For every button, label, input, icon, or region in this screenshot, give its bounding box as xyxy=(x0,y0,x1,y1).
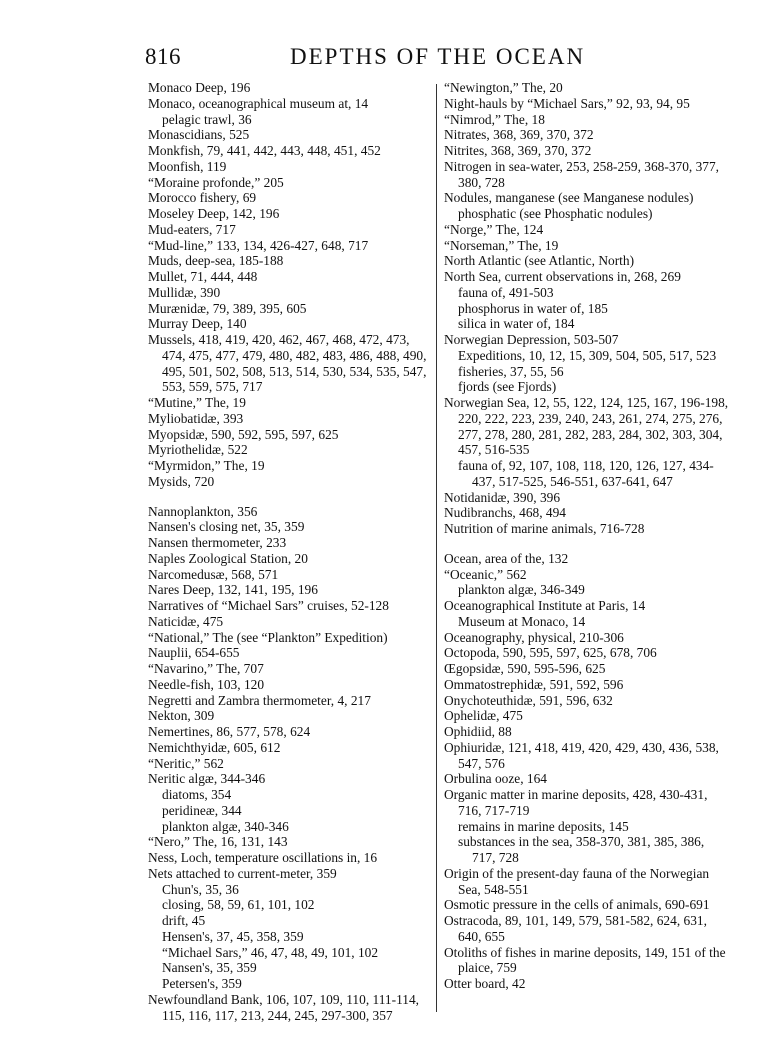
index-entry: Narcomedusæ, 568, 571 xyxy=(148,566,279,582)
index-entry: Nannoplankton, 356 xyxy=(148,503,258,519)
index-subentry: fauna of, 92, 107, 108, 118, 120, 126, 127, 434-437, 517-525, 546-551, 637-641, 647 xyxy=(458,458,714,489)
index-subentry: Chun's, 35, 36 xyxy=(162,881,239,897)
index-subentry: pelagic trawl, 36 xyxy=(162,111,252,127)
index-subentry: plankton algæ, 346-349 xyxy=(458,582,585,598)
index-entry: Mullet, 71, 444, 448 xyxy=(148,269,258,284)
index-entry: “National,” The (see “Plankton” Expedition) xyxy=(148,629,388,645)
index-subentry: Petersen's, 359 xyxy=(162,976,242,991)
index-entry: Neritic algæ, 344-346 xyxy=(148,771,266,787)
index-entry: Newfoundland Bank, 106, 107, 109, 110, 111-114, 115, 116, 117, 213, 244, 245, 297-300, 357 xyxy=(148,991,420,1023)
index-entry: “Navarino,” The, 707 xyxy=(148,661,264,676)
index-entry: Ophelidæ, 475 xyxy=(444,708,523,724)
column-divider xyxy=(436,84,437,1012)
index-subentry: substances in the sea, 358-370, 381, 385, 386, 717, 728 xyxy=(458,834,705,865)
index-entry: Onychoteuthidæ, 591, 596, 632 xyxy=(444,692,613,708)
index-entry: “Mud-line,” 133, 134, 426-427, 648, 717 xyxy=(148,237,369,253)
index-entry: “Norge,” The, 124 xyxy=(444,221,544,237)
index-entry: Nekton, 309 xyxy=(148,708,215,724)
index-entry: Myliobatidæ, 393 xyxy=(148,410,244,426)
index-entry: Oceanographical Institute at Paris, 14 xyxy=(444,598,646,613)
index-entry: Night-hauls by “Michael Sars,” 92, 93, 94, 95 xyxy=(444,95,690,111)
index-entry: “Nero,” The, 16, 131, 143 xyxy=(148,834,288,850)
index-subentry: silica in water of, 184 xyxy=(458,316,575,332)
index-entry: Nemichthyidæ, 605, 612 xyxy=(148,739,281,755)
index-entry: “Moraine profonde,” 205 xyxy=(148,174,284,190)
index-entry: Osmotic pressure in the cells of animals, 690-691 xyxy=(444,897,710,913)
index-entry: “Norseman,” The, 19 xyxy=(444,237,559,253)
running-title: DEPTHS OF THE OCEAN xyxy=(290,44,586,69)
index-entry: Œgopsidæ, 590, 595-596, 625 xyxy=(444,661,606,676)
index-entry: Myopsidæ, 590, 592, 595, 597, 625 xyxy=(148,426,339,442)
index-subentry: drift, 45 xyxy=(162,913,206,928)
index-entry: Nares Deep, 132, 141, 195, 196 xyxy=(148,582,318,598)
index-subentry: “Michael Sars,” 46, 47, 48, 49, 101, 102 xyxy=(162,944,379,960)
index-entry: Nitrogen in sea-water, 253, 258-259, 368-370, 377, 380, 728 xyxy=(444,158,720,190)
index-entry: Otter board, 42 xyxy=(444,976,526,991)
index-column-left xyxy=(148,80,430,1023)
index-entry: Ocean, area of the, 132 xyxy=(444,550,569,566)
index-entry: Morocco fishery, 69 xyxy=(148,190,257,206)
index-entry: “Neritic,” 562 xyxy=(148,755,224,771)
index-entry: Nauplii, 654-655 xyxy=(148,645,240,661)
index-entry: Nansen thermometer, 233 xyxy=(148,535,287,550)
index-entry: “Mutine,” The, 19 xyxy=(148,395,246,410)
index-subentry: phosphorus in water of, 185 xyxy=(458,300,608,316)
index-entry: Organic matter in marine deposits, 428, 430-431, 716, 717-719 xyxy=(444,787,708,818)
index-entry: Narratives of “Michael Sars” cruises, 52-128 xyxy=(148,598,389,613)
index-entry: Myriothelidæ, 522 xyxy=(148,442,248,458)
index-subentry: Museum at Monaco, 14 xyxy=(458,613,586,629)
index-entry: Nemertines, 86, 577, 578, 624 xyxy=(148,724,311,739)
letter-section-gap xyxy=(148,490,430,504)
index-entry: Monascidians, 525 xyxy=(148,127,250,143)
index-subentry: Hensen's, 37, 45, 358, 359 xyxy=(162,928,304,944)
index-entry: Naples Zoological Station, 20 xyxy=(148,550,308,566)
index-entry: “Newington,” The, 20 xyxy=(444,80,563,95)
index-entry: Oceanography, physical, 210-306 xyxy=(444,629,624,645)
index-entry: Octopoda, 590, 595, 597, 625, 678, 706 xyxy=(444,645,657,661)
index-entry: Nets attached to current-meter, 359 xyxy=(148,865,337,881)
index-entry: Naticidæ, 475 xyxy=(148,613,224,629)
index-entry: Nodules, manganese (see Manganese nodules) xyxy=(444,190,694,206)
index-entry: Monaco, oceanographical museum at, 14 xyxy=(148,95,369,111)
index-entry: Moseley Deep, 142, 196 xyxy=(148,206,280,221)
index-entry: Mysids, 720 xyxy=(148,473,215,489)
index-column-right xyxy=(444,80,730,992)
index-entry: Norwegian Sea, 12, 55, 122, 124, 125, 167, 196-198, 220, 222, 223, 239, 240, 243, 261, 274, 275, 276, 277, 278, 280, 281, 282, 283, 284, 302, 303, 304, 457, 516-535 xyxy=(444,395,729,458)
index-subentry: Nansen's, 35, 359 xyxy=(162,960,257,976)
index-entry: Negretti and Zambra thermometer, 4, 217 xyxy=(148,692,371,708)
index-entry: Mud-eaters, 717 xyxy=(148,221,236,237)
index-entry: Origin of the present-day fauna of the Norwegian Sea, 548-551 xyxy=(444,865,710,897)
index-subentry: diatoms, 354 xyxy=(162,787,232,802)
index-entry: Monaco Deep, 196 xyxy=(148,80,251,95)
index-entry: Ophidiid, 88 xyxy=(444,724,512,739)
index-entry: North Atlantic (see Atlantic, North) xyxy=(444,253,635,269)
index-entry: Nitrites, 368, 369, 370, 372 xyxy=(444,143,592,158)
index-entry: Nansen's closing net, 35, 359 xyxy=(148,519,305,535)
index-entry: Moonfish, 119 xyxy=(148,158,227,174)
index-entry: Nudibranchs, 468, 494 xyxy=(444,505,566,521)
index-subentry: plankton algæ, 340-346 xyxy=(162,818,289,834)
index-subentry: closing, 58, 59, 61, 101, 102 xyxy=(162,897,315,913)
index-entry: North Sea, current observations in, 268, 269 xyxy=(444,269,681,284)
index-entry: Ness, Loch, temperature oscillations in, 16 xyxy=(148,850,378,865)
index-subentry: phosphatic (see Phosphatic nodules) xyxy=(458,206,653,221)
index-entry: Monkfish, 79, 441, 442, 443, 448, 451, 452 xyxy=(148,143,381,158)
index-entry: “Myrmidon,” The, 19 xyxy=(148,458,265,473)
index-entry: Murænidæ, 79, 389, 395, 605 xyxy=(148,300,307,316)
index-entry: Ommatostrephidæ, 591, 592, 596 xyxy=(444,676,624,692)
index-entry: “Nimrod,” The, 18 xyxy=(444,111,545,127)
index-entry: Ophiuridæ, 121, 418, 419, 420, 429, 430, 436, 538, 547, 576 xyxy=(444,739,719,771)
letter-section-gap xyxy=(444,537,730,551)
index-entry: Needle-fish, 103, 120 xyxy=(148,676,265,692)
index-subentry: Expeditions, 10, 12, 15, 309, 504, 505, 517, 523 xyxy=(458,347,717,363)
index-entry: Mullidæ, 390 xyxy=(148,284,221,300)
index-subentry: peridineæ, 344 xyxy=(162,802,242,818)
index-entry: Notidanidæ, 390, 396 xyxy=(444,489,561,505)
index-subentry: fauna of, 491-503 xyxy=(458,284,554,300)
index-entry: “Oceanic,” 562 xyxy=(444,566,527,582)
index-entry: Otoliths of fishes in marine deposits, 149, 151 of the plaice, 759 xyxy=(444,944,726,976)
index-subentry: fjords (see Fjords) xyxy=(458,379,557,395)
index-entry: Ostracoda, 89, 101, 149, 579, 581-582, 624, 631, 640, 655 xyxy=(444,913,707,944)
index-entry: Muds, deep-sea, 185-188 xyxy=(148,253,284,269)
index-entry: Murray Deep, 140 xyxy=(148,316,247,332)
index-entry: Nitrates, 368, 369, 370, 372 xyxy=(444,127,594,143)
index-entry: Norwegian Depression, 503-507 xyxy=(444,332,619,347)
index-entry: Orbulina ooze, 164 xyxy=(444,771,548,787)
index-subentry: remains in marine deposits, 145 xyxy=(458,818,629,834)
index-subentry: fisheries, 37, 55, 56 xyxy=(458,363,564,379)
index-entry: Nutrition of marine animals, 716-728 xyxy=(444,521,645,536)
page-number: 816 xyxy=(145,44,181,69)
index-entry: Mussels, 418, 419, 420, 462, 467, 468, 472, 473, 474, 475, 477, 479, 480, 482, 483, 486, 488, 490, 495, 501, 502, 508, 513, 514, 530, 534, 535, 547, 553, 559, 575, 717 xyxy=(148,332,427,395)
